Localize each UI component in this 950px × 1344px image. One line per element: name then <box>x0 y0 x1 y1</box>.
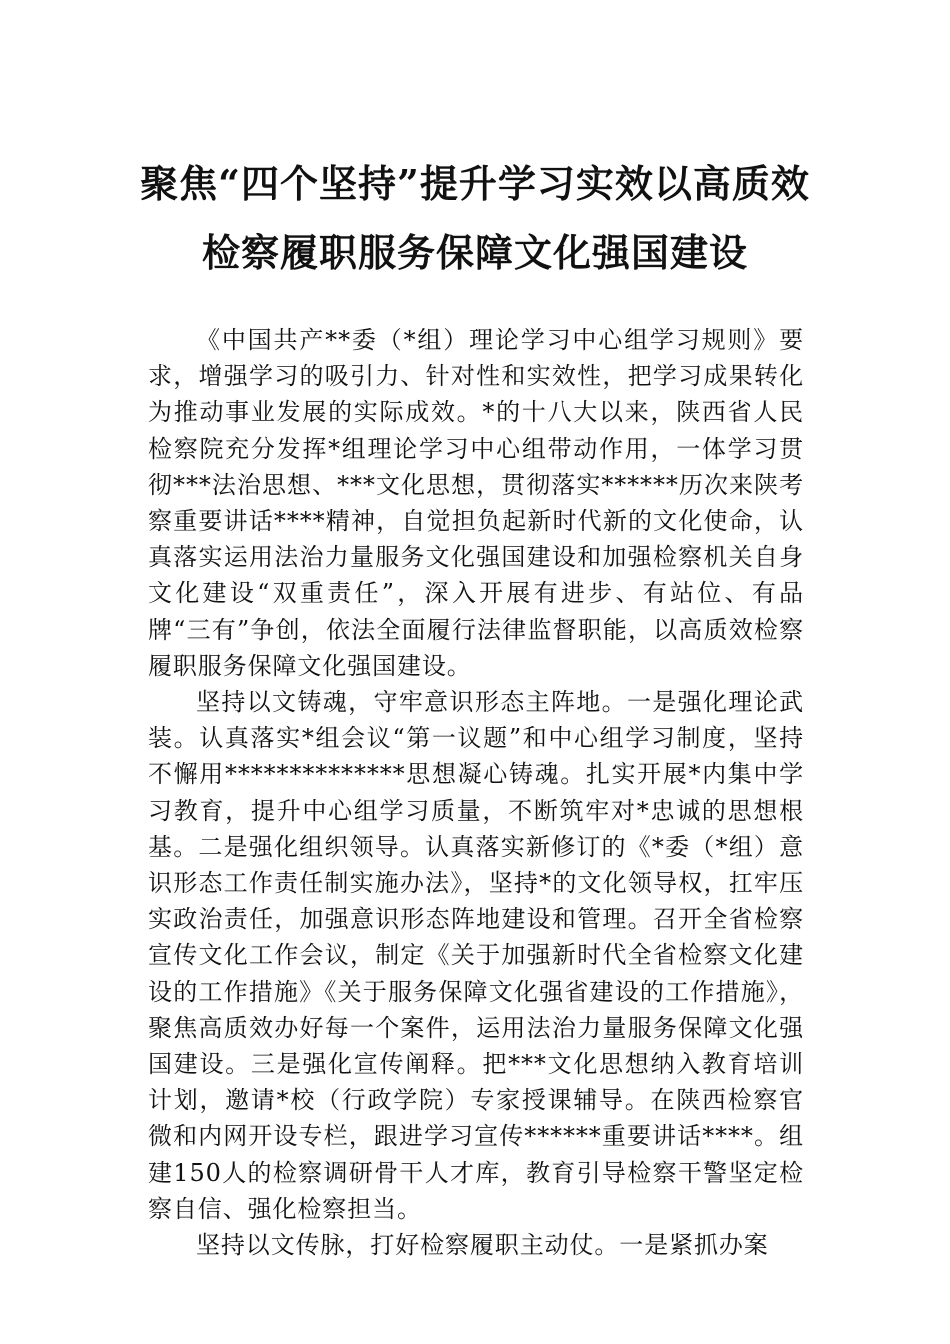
paragraph-intro: 《中国共产**委（*组）理论学习中心组学习规则》要求，增强学习的吸引力、针对性和实效性，把学习成果转化为推动事业发展的实际成效。*的十八大以来，陕西省人民检察院充分发挥*组理论学习中心组带动作用，一体学习贯彻***法治思想、***文化思想，贯彻落实******历次来陕考察重要讲话****精神，自觉担负起新时代新的文化使命，认真落实运用法治力量服务文化强国建设和加强检察机关自身文化建设“双重责任”，深入开展有进步、有站位、有品牌“三有”争创，依法全面履行法律监督职能，以高质效检察履职服务保障文化强国建设。 <box>148 326 804 680</box>
paragraph-ideology: 坚持以文铸魂，守牢意识形态主阵地。一是强化理论武装。认真落实*组会议“第一议题”和中心组学习制度，坚持不懈用**************思想凝心铸魂。扎实开展*内集中学习教育，提升中心组学习质量，不断筑牢对*忠诚的思想根基。二是强化组织领导。认真落实新修订的《*委（*组）意识形态工作责任制实施办法》，坚持*的文化领导权，扛牢压实政治责任，加强意识形态阵地建设和管理。召开全省检察宣传文化工作会议，制定《关于加强新时代全省检察文化建设的工作措施》《关于服务保障文化强省建设的工作措施》，聚焦高质效办好每一个案件，运用法治力量服务保障文化强国建设。三是强化宣传阐释。把***文化思想纳入教育培训计划，邀请*校（行政学院）专家授课辅导。在陕西检察官微和内网开设专栏，跟进学习宣传******重要讲话****。组建150人的检察调研骨干人才库，教育引导检察干警坚定检察自信、强化检察担当。 <box>148 688 804 1223</box>
paragraph-heritage: 坚持以文传脉，打好检察履职主动仗。一是紧抓办案 <box>196 1231 769 1260</box>
document-title-line-1: 聚焦“四个坚持”提升学习实效以高质效 <box>140 161 810 206</box>
document-title-line-2: 检察履职服务保障文化强国建设 <box>201 230 748 275</box>
document-body <box>148 322 804 1263</box>
